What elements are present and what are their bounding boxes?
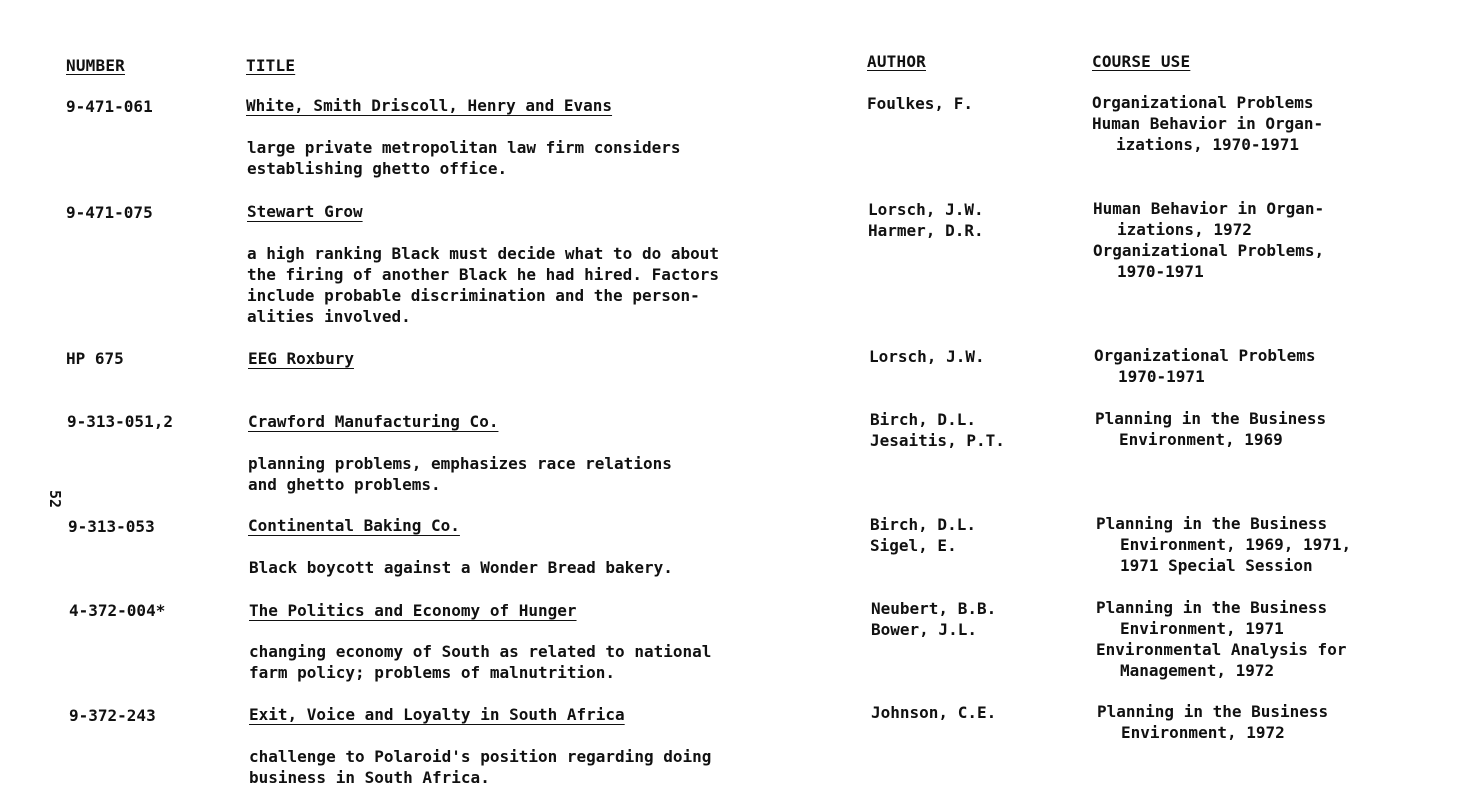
- page-number: 52: [46, 489, 65, 509]
- header-course-use: COURSE USE: [1092, 52, 1191, 71]
- entry-title: The Politics and Economy of Hunger: [249, 601, 577, 620]
- entry-authors: [870, 409, 1005, 451]
- entry-authors: [867, 93, 973, 114]
- author-name: Johnson, C.E.: [871, 703, 997, 722]
- entry-description: [248, 453, 672, 495]
- description-line: alities involved.: [247, 307, 411, 326]
- entry-number: 9-471-075: [66, 203, 153, 222]
- description-line: business in South Africa.: [249, 768, 490, 787]
- entry-course-use: [1093, 198, 1324, 282]
- author-name: Foulkes, F.: [867, 94, 973, 113]
- header-title: TITLE: [246, 56, 296, 75]
- course-use-line: Environment, 1971: [1120, 619, 1284, 638]
- course-use-line: Planning in the Business: [1095, 409, 1327, 428]
- entry-title: White, Smith Driscoll, Henry and Evans: [246, 96, 613, 115]
- entry-title: Continental Baking Co.: [248, 516, 460, 535]
- course-use-line: Planning in the Business: [1097, 702, 1329, 721]
- entry-authors: [869, 346, 985, 367]
- entry-title: EEG Roxbury: [248, 349, 354, 368]
- entry-authors: [871, 598, 996, 640]
- entry-course-use: [1094, 345, 1316, 387]
- entry-number: 9-471-061: [66, 97, 153, 116]
- course-use-line: Environment, 1969: [1119, 430, 1283, 449]
- entry-description: [247, 137, 680, 179]
- author-name: Harmer, D.R.: [868, 221, 984, 240]
- entry-course-use: [1096, 597, 1346, 681]
- entry-number: 9-313-053: [68, 517, 155, 536]
- description-line: large private metropolitan law firm considers: [247, 138, 681, 157]
- entry-description: [249, 641, 711, 683]
- entry-course-use: [1096, 513, 1351, 576]
- description-line: Black boycott against a Wonder Bread bakery.: [249, 558, 673, 577]
- description-line: changing economy of South as related to national: [249, 642, 712, 661]
- entry-authors: [868, 199, 984, 241]
- author-name: Bower, J.L.: [871, 620, 977, 639]
- entry-number: 9-313-051,2: [67, 412, 173, 431]
- entry-number: 9-372-243: [69, 706, 156, 725]
- course-use-line: 1970-1971: [1117, 262, 1204, 281]
- entry-number: HP 675: [66, 349, 124, 368]
- entry-description: [247, 243, 719, 327]
- entry-course-use: [1097, 701, 1328, 743]
- entry-title: Stewart Grow: [247, 202, 363, 221]
- course-use-line: Planning in the Business: [1096, 598, 1328, 617]
- course-use-line: Organizational Problems: [1094, 346, 1316, 365]
- course-use-line: Environment, 1972: [1121, 723, 1285, 742]
- course-use-line: izations, 1972: [1117, 220, 1252, 239]
- course-use-line: Planning in the Business: [1096, 514, 1328, 533]
- author-name: Neubert, B.B.: [871, 599, 997, 618]
- entry-authors: [870, 514, 976, 556]
- header-number: NUMBER: [66, 56, 125, 75]
- description-line: establishing ghetto office.: [247, 159, 508, 178]
- description-line: include probable discrimination and the person-: [247, 286, 700, 305]
- description-line: challenge to Polaroid's position regarding doing: [249, 747, 712, 766]
- entry-title: Exit, Voice and Loyalty in South Africa: [249, 705, 625, 724]
- course-use-line: Environment, 1969, 1971,: [1120, 535, 1352, 554]
- entry-description: [249, 746, 711, 788]
- course-use-line: izations, 1970-1971: [1116, 135, 1300, 154]
- course-use-line: 1971 Special Session: [1120, 556, 1313, 575]
- entry-description: [249, 557, 673, 578]
- description-line: a high ranking Black must decide what to do about: [247, 244, 720, 263]
- description-line: planning problems, emphasizes race relations: [248, 454, 672, 473]
- entry-number: 4-372-004*: [69, 601, 166, 620]
- course-use-line: Organizational Problems: [1092, 93, 1314, 112]
- author-name: Birch, D.L.: [870, 410, 976, 429]
- header-author: AUTHOR: [867, 52, 926, 71]
- author-name: Birch, D.L.: [870, 515, 976, 534]
- author-name: Jesaitis, P.T.: [870, 431, 1005, 450]
- entry-title: Crawford Manufacturing Co.: [248, 412, 499, 431]
- entry-course-use: [1095, 408, 1326, 450]
- author-name: Lorsch, J.W.: [869, 347, 985, 366]
- author-name: Lorsch, J.W.: [868, 200, 984, 219]
- author-name: Sigel, E.: [870, 536, 957, 555]
- description-line: and ghetto problems.: [248, 475, 441, 494]
- course-use-line: Human Behavior in Organ-: [1093, 199, 1325, 218]
- course-use-line: 1970-1971: [1118, 367, 1205, 386]
- course-use-line: Organizational Problems,: [1093, 241, 1325, 260]
- course-use-line: Environmental Analysis for: [1096, 640, 1347, 659]
- course-use-line: Human Behavior in Organ-: [1092, 114, 1324, 133]
- description-line: farm policy; problems of malnutrition.: [249, 663, 616, 682]
- entry-course-use: [1092, 92, 1323, 155]
- description-line: the firing of another Black he had hired. Factors: [247, 265, 720, 284]
- course-use-line: Management, 1972: [1120, 661, 1275, 680]
- entry-authors: [871, 702, 996, 723]
